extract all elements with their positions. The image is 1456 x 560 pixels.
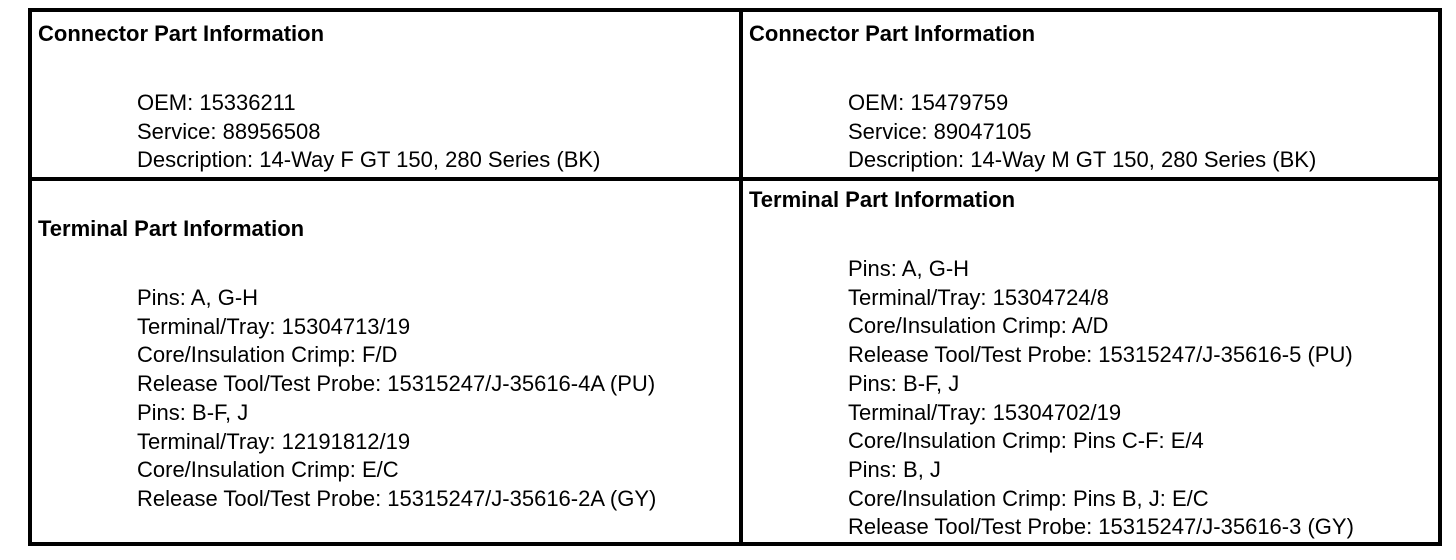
right-terminal-lines — [848, 255, 1354, 542]
list-item: Pins: A, G-H — [137, 285, 259, 310]
left-connector-oem: OEM: 15336211 — [137, 90, 296, 115]
list-item: Pins: A, G-H — [848, 256, 970, 281]
list-item: Core/Insulation Crimp: Pins C-F: E/4 — [848, 428, 1204, 454]
list-item: Release Tool/Test Probe: 15315247/J-35616-4A (PU) — [137, 371, 656, 397]
right-terminal-heading: Terminal Part Information — [749, 187, 1016, 212]
left-terminal-heading: Terminal Part Information — [38, 216, 305, 241]
right-terminal-cell — [743, 181, 1438, 542]
right-connector-heading: Connector Part Information — [749, 21, 1036, 46]
right-connector-lines — [848, 89, 1316, 175]
left-connector-lines — [137, 89, 600, 175]
list-item: Core/Insulation Crimp: Pins B, J: E/C — [848, 485, 1209, 511]
left-terminal-lines — [137, 284, 656, 514]
list-item: Terminal/Tray: 15304724/8 — [848, 284, 1109, 310]
left-connector-cell — [32, 12, 739, 177]
list-item: Release Tool/Test Probe: 15315247/J-35616-2A (GY) — [137, 485, 657, 511]
right-connector-service: Service: 89047105 — [848, 118, 1032, 144]
right-connector-cell — [743, 12, 1438, 177]
right-connector-oem: OEM: 15479759 — [848, 90, 1009, 115]
list-item: Pins: B-F, J — [848, 370, 960, 396]
list-item: Core/Insulation Crimp: F/D — [137, 342, 398, 368]
list-item: Release Tool/Test Probe: 15315247/J-35616-5 (PU) — [848, 342, 1353, 368]
list-item: Terminal/Tray: 12191812/19 — [137, 428, 411, 454]
left-connector-heading: Connector Part Information — [38, 21, 325, 46]
right-connector-description: Description: 14-Way M GT 150, 280 Series (BK) — [848, 147, 1317, 173]
left-connector-description: Description: 14-Way F GT 150, 280 Series (BK) — [137, 147, 601, 173]
connector-info-table — [28, 8, 1442, 546]
list-item: Terminal/Tray: 15304702/19 — [848, 399, 1122, 425]
list-item: Core/Insulation Crimp: E/C — [137, 457, 399, 483]
list-item: Pins: B-F, J — [137, 399, 249, 425]
list-item: Core/Insulation Crimp: A/D — [848, 313, 1109, 339]
list-item: Release Tool/Test Probe: 15315247/J-35616-3 (GY) — [848, 514, 1354, 540]
left-terminal-cell — [32, 181, 739, 542]
list-item: Pins: B, J — [848, 456, 941, 482]
left-connector-service: Service: 88956508 — [137, 118, 321, 144]
list-item: Terminal/Tray: 15304713/19 — [137, 313, 411, 339]
